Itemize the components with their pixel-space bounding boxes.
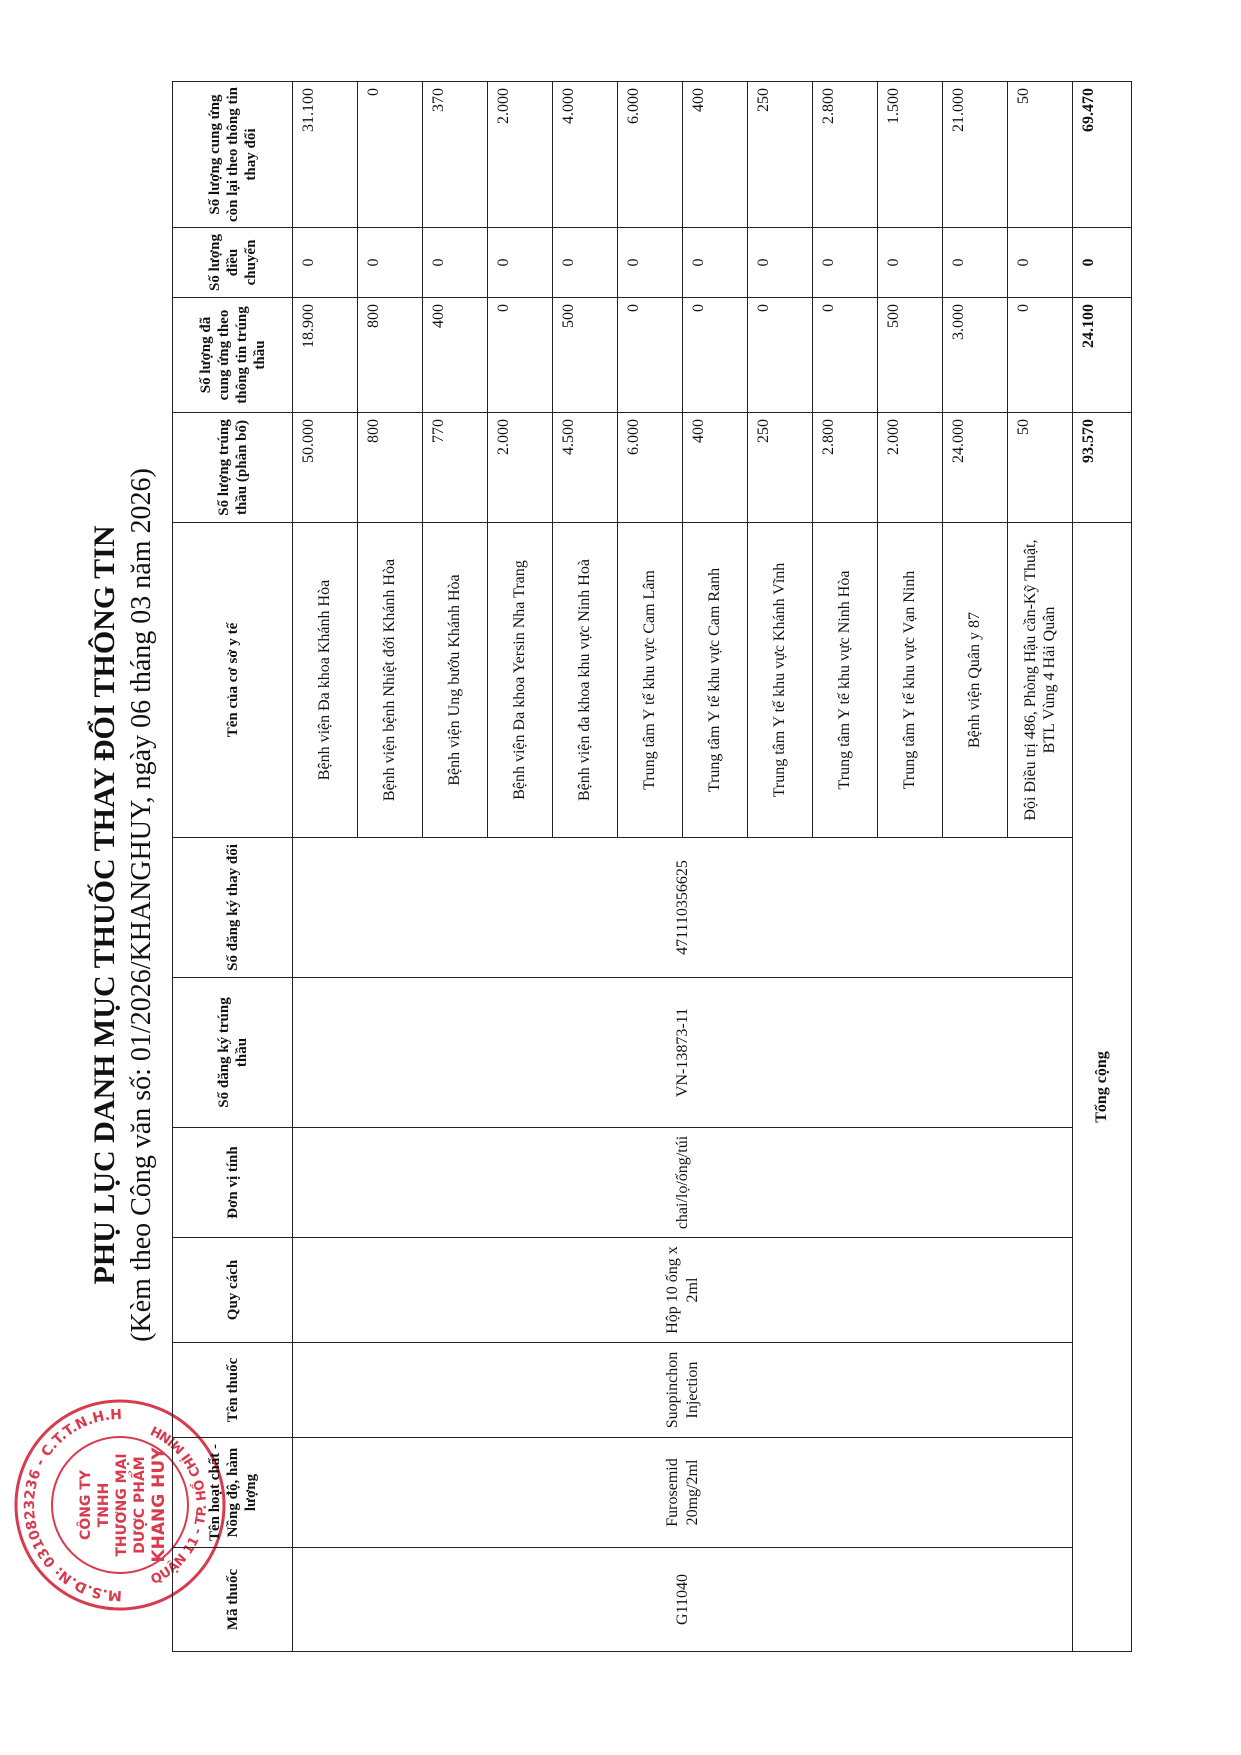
- cell-facility: Bệnh viện đa khoa khu vực Ninh Hoà: [553, 523, 618, 838]
- cell-remaining: 4.000: [553, 82, 618, 228]
- cell-transferred: 0: [878, 228, 943, 298]
- cell-remaining: 370: [423, 82, 488, 228]
- col-header-sdk-trung-thau: Số đăng ký trúng thầu: [173, 978, 293, 1128]
- total-supplied: 24.100: [1073, 298, 1132, 413]
- cell-remaining: 1.500: [878, 82, 943, 228]
- cell-facility: Đội Điều trị 486, Phòng Hậu cần-Kỹ Thuật, BTL Vùng 4 Hải Quân: [1008, 523, 1073, 838]
- cell-facility: Trung tâm Y tế khu vực Cam Ranh: [683, 523, 748, 838]
- cell-transferred: 0: [748, 228, 813, 298]
- cell-remaining: 31.100: [293, 82, 358, 228]
- cell-supplied: 18.900: [293, 298, 358, 413]
- cell-allocated: 770: [423, 413, 488, 523]
- cell-allocated: 6.000: [618, 413, 683, 523]
- cell-supplied: 3.000: [943, 298, 1008, 413]
- cell-facility: Bệnh viện Đa khoa Yersin Nha Trang: [488, 523, 553, 838]
- cell-facility: Trung tâm Y tế khu vực Khánh Vĩnh: [748, 523, 813, 838]
- cell-facility: Trung tâm Y tế khu vực Cam Lâm: [618, 523, 683, 838]
- cell-ma-thuoc: G11040: [293, 1548, 1073, 1652]
- document-title: PHỤ LỤC DANH MỤC THUỐC THAY ĐỔI THÔNG TIN: [88, 525, 121, 1285]
- cell-allocated: 24.000: [943, 413, 1008, 523]
- cell-allocated: 2.800: [813, 413, 878, 523]
- col-header-ten-thuoc: Tên thuốc: [173, 1343, 293, 1438]
- cell-supplied: 800: [358, 298, 423, 413]
- cell-supplied: 0: [618, 298, 683, 413]
- cell-facility: Bệnh viện Ung bướu Khánh Hòa: [423, 523, 488, 838]
- col-header-sl-dieu-chuyen: Số lượng điều chuyển: [173, 228, 293, 298]
- total-row: [1073, 82, 1132, 1652]
- cell-facility: Trung tâm Y tế khu vực Vạn Ninh: [878, 523, 943, 838]
- cell-sdk-thay-doi: 471110356625: [293, 838, 1073, 978]
- col-header-sl-trung-thau: Số lượng trúng thầu (phân bổ): [173, 413, 293, 523]
- col-header-don-vi: Đơn vị tính: [173, 1128, 293, 1238]
- cell-transferred: 0: [488, 228, 553, 298]
- cell-transferred: 0: [618, 228, 683, 298]
- table-row: [293, 82, 358, 1652]
- cell-transferred: 0: [553, 228, 618, 298]
- stamp-ring-text: M.S.D.N: 0310823236 - C.T.T.N.H.H: [21, 1406, 123, 1604]
- cell-remaining: 21.000: [943, 82, 1008, 228]
- cell-sdk-trung-thau: VN-13873-11: [293, 978, 1073, 1128]
- document-subtitle: (Kèm theo Công văn số: 01/2026/KHANGHUY, ngày 06 tháng 03 năm 2026): [126, 468, 157, 1342]
- col-header-co-so-y-te: Tên của cơ sở y tế: [173, 523, 293, 838]
- stamp-bottom-text: QUẬN 11 - TP. HỒ CHÍ MINH: [148, 1422, 211, 1588]
- stamp-line: THƯƠNG MẠI: [114, 1453, 130, 1557]
- cell-remaining: 250: [748, 82, 813, 228]
- cell-supplied: 0: [813, 298, 878, 413]
- cell-remaining: 6.000: [618, 82, 683, 228]
- col-header-sdk-thay-doi: Số đăng ký thay đổi: [173, 838, 293, 978]
- cell-allocated: 50: [1008, 413, 1073, 523]
- cell-facility: Bệnh viện Quân y 87: [943, 523, 1008, 838]
- total-allocated: 93.570: [1073, 413, 1132, 523]
- cell-remaining: 2.000: [488, 82, 553, 228]
- cell-transferred: 0: [813, 228, 878, 298]
- cell-hoat-chat: Furosemid 20mg/2ml: [293, 1438, 1073, 1548]
- cell-supplied: 500: [878, 298, 943, 413]
- cell-transferred: 0: [683, 228, 748, 298]
- cell-facility: Bệnh viện bệnh Nhiệt đới Khánh Hòa: [358, 523, 423, 838]
- total-label: Tổng cộng: [1073, 523, 1132, 1652]
- col-header-quy-cach: Quy cách: [173, 1238, 293, 1343]
- cell-allocated: 2.000: [488, 413, 553, 523]
- cell-ten-thuoc: Suopinchon Injection: [293, 1343, 1073, 1438]
- cell-facility: Trung tâm Y tế khu vực Ninh Hòa: [813, 523, 878, 838]
- cell-supplied: 500: [553, 298, 618, 413]
- col-header-hoat-chat: Tên hoạt chất - Nồng độ, hàm lượng: [173, 1438, 293, 1548]
- col-header-ma-thuoc: Mã thuốc: [173, 1548, 293, 1652]
- cell-supplied: 0: [748, 298, 813, 413]
- cell-allocated: 400: [683, 413, 748, 523]
- cell-remaining: 400: [683, 82, 748, 228]
- cell-transferred: 0: [358, 228, 423, 298]
- cell-supplied: 0: [683, 298, 748, 413]
- stamp-line: DƯỢC PHẨM: [132, 1456, 148, 1554]
- cell-supplied: 0: [488, 298, 553, 413]
- stamp-line: CÔNG TY: [78, 1470, 94, 1540]
- total-remaining: 69.470: [1073, 82, 1132, 228]
- cell-remaining: 50: [1008, 82, 1073, 228]
- cell-remaining: 2.800: [813, 82, 878, 228]
- cell-allocated: 4.500: [553, 413, 618, 523]
- cell-transferred: 0: [1008, 228, 1073, 298]
- cell-don-vi: chai/lọ/ống/túi: [293, 1128, 1073, 1238]
- cell-facility: Bệnh viện Đa khoa Khánh Hòa: [293, 523, 358, 838]
- cell-allocated: 800: [358, 413, 423, 523]
- col-header-sl-con-lai: Số lượng cung ứng còn lại theo thông tin thay đổi: [173, 82, 293, 228]
- stamp-line: KHANG HUY: [149, 1447, 169, 1563]
- cell-transferred: 0: [943, 228, 1008, 298]
- header-row: [173, 82, 293, 1652]
- cell-allocated: 2.000: [878, 413, 943, 523]
- cell-allocated: 250: [748, 413, 813, 523]
- cell-transferred: 0: [293, 228, 358, 298]
- cell-transferred: 0: [423, 228, 488, 298]
- drug-change-table: [172, 81, 1132, 1652]
- stamp-line: TNHH: [96, 1482, 112, 1528]
- total-transferred: 0: [1073, 228, 1132, 298]
- cell-supplied: 0: [1008, 298, 1073, 413]
- cell-remaining: 0: [358, 82, 423, 228]
- cell-allocated: 50.000: [293, 413, 358, 523]
- col-header-sl-da-cung-ung: Số lượng đã cung ứng theo thông tin trúng thầu: [173, 298, 293, 413]
- cell-quy-cach: Hộp 10 ống x 2ml: [293, 1238, 1073, 1343]
- cell-supplied: 400: [423, 298, 488, 413]
